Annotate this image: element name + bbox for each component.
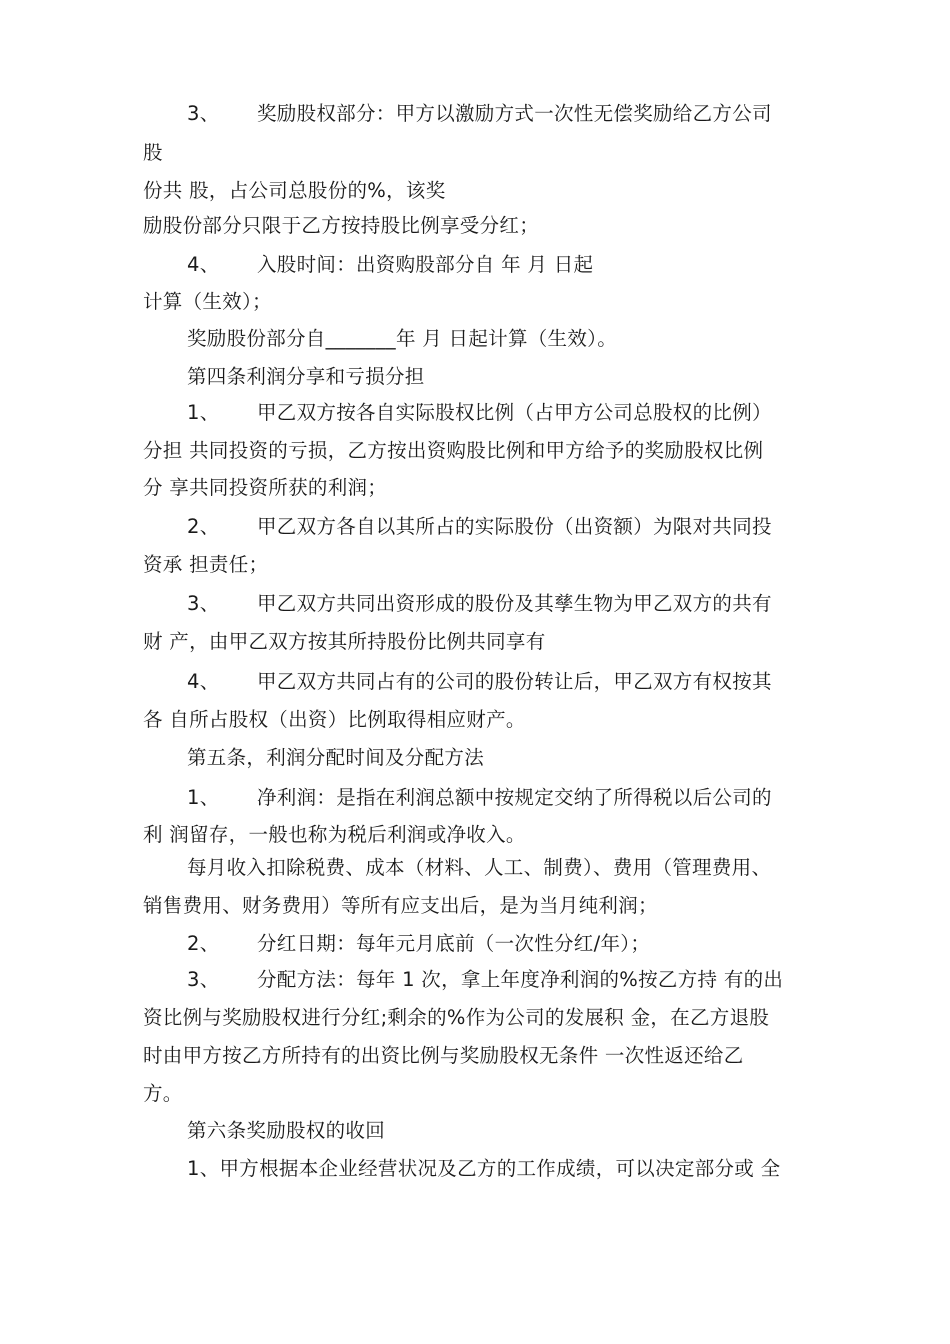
item-number: 1、 xyxy=(187,786,220,809)
text-line: 各 自所占股权（出资）比例取得相应财产。 xyxy=(143,708,526,731)
text-line: 分 享共同投资所获的利润； xyxy=(143,476,388,499)
text-line xyxy=(187,669,772,695)
item-number: 2、 xyxy=(187,515,220,538)
line-text: 分配方法：每年 1 次，拿上年度净利润的%按乙方持 有的出 xyxy=(257,968,784,991)
text-line: 分担 共同投资的亏损，乙方按出资购股比例和甲方给予的奖励股权比例 xyxy=(143,439,764,462)
line-text: 甲乙双方共同出资形成的股份及其孳生物为甲乙双方的共有 xyxy=(257,592,772,615)
text-line xyxy=(187,252,593,278)
text-line: 资比例与奖励股权进行分红;剩余的%作为公司的发展积 金，在乙方退股 xyxy=(143,1006,770,1029)
text-line xyxy=(187,785,772,811)
item-number: 4、 xyxy=(187,253,220,276)
text-line: 财 产，由甲乙双方按其所持股份比例共同享有 xyxy=(143,630,546,653)
text-line xyxy=(187,591,772,617)
text-line: 励股份部分只限于乙方按持股比例享受分红； xyxy=(143,214,540,237)
line-text: 奖励股权部分：甲方以激励方式一次性无偿奖励给乙方公司 xyxy=(257,102,772,125)
item-number: 3、 xyxy=(187,592,220,615)
text-line: 计算（生效）； xyxy=(143,290,272,313)
text-line xyxy=(187,514,772,540)
section-heading: 第四条利润分享和亏损分担 xyxy=(187,365,425,388)
text-line xyxy=(187,400,772,426)
line-text: 净利润：是指在利润总额中按规定交纳了所得税以后公司的 xyxy=(257,786,772,809)
line-text: 甲乙双方按各自实际股权比例（占甲方公司总股权的比例） xyxy=(257,401,772,424)
item-number: 2、 xyxy=(187,932,220,955)
line-text: 甲乙双方共同占有的公司的股份转让后，甲乙双方有权按其 xyxy=(257,670,772,693)
text-line: 资承 担责任； xyxy=(143,553,269,576)
text-line xyxy=(187,967,783,993)
section-heading: 第五条，利润分配时间及分配方法 xyxy=(187,746,485,769)
section-heading: 第六条奖励股权的收回 xyxy=(187,1119,386,1142)
text-line: 份共 股，占公司总股份的%，该奖 xyxy=(143,179,446,202)
text-line: 销售费用、财务费用）等所有应支出后，是为当月纯利润； xyxy=(143,894,658,917)
text-line xyxy=(187,931,650,957)
line-text: 分红日期：每年元月底前（一次性分红/年）； xyxy=(257,932,651,955)
item-number: 3、 xyxy=(187,968,220,991)
text-line: 时由甲方按乙方所持有的出资比例与奖励股权无条件 一次性返还给乙 xyxy=(143,1044,744,1067)
text-line: 股 xyxy=(143,141,163,164)
item-number: 3、 xyxy=(187,102,220,125)
text-line: 利 润留存，一般也称为税后利润或净收入。 xyxy=(143,823,526,846)
text-line: 每月收入扣除税费、成本（材料、人工、制费）、费用（管理费用、 xyxy=(187,856,772,879)
text-line: 方。 xyxy=(143,1082,183,1105)
item-number: 4、 xyxy=(187,670,220,693)
text-line: 奖励股份部分自_______年 月 日起计算（生效）。 xyxy=(187,327,617,350)
item-number: 1、 xyxy=(187,401,220,424)
line-text: 入股时间：出资购股部分自 年 月 日起 xyxy=(257,253,594,276)
text-line: 1、甲方根据本企业经营状况及乙方的工作成绩，可以决定部分或 全 xyxy=(187,1157,781,1180)
text-line xyxy=(187,101,772,127)
line-text: 甲乙双方各自以其所占的实际股份（出资额）为限对共同投 xyxy=(257,515,772,538)
